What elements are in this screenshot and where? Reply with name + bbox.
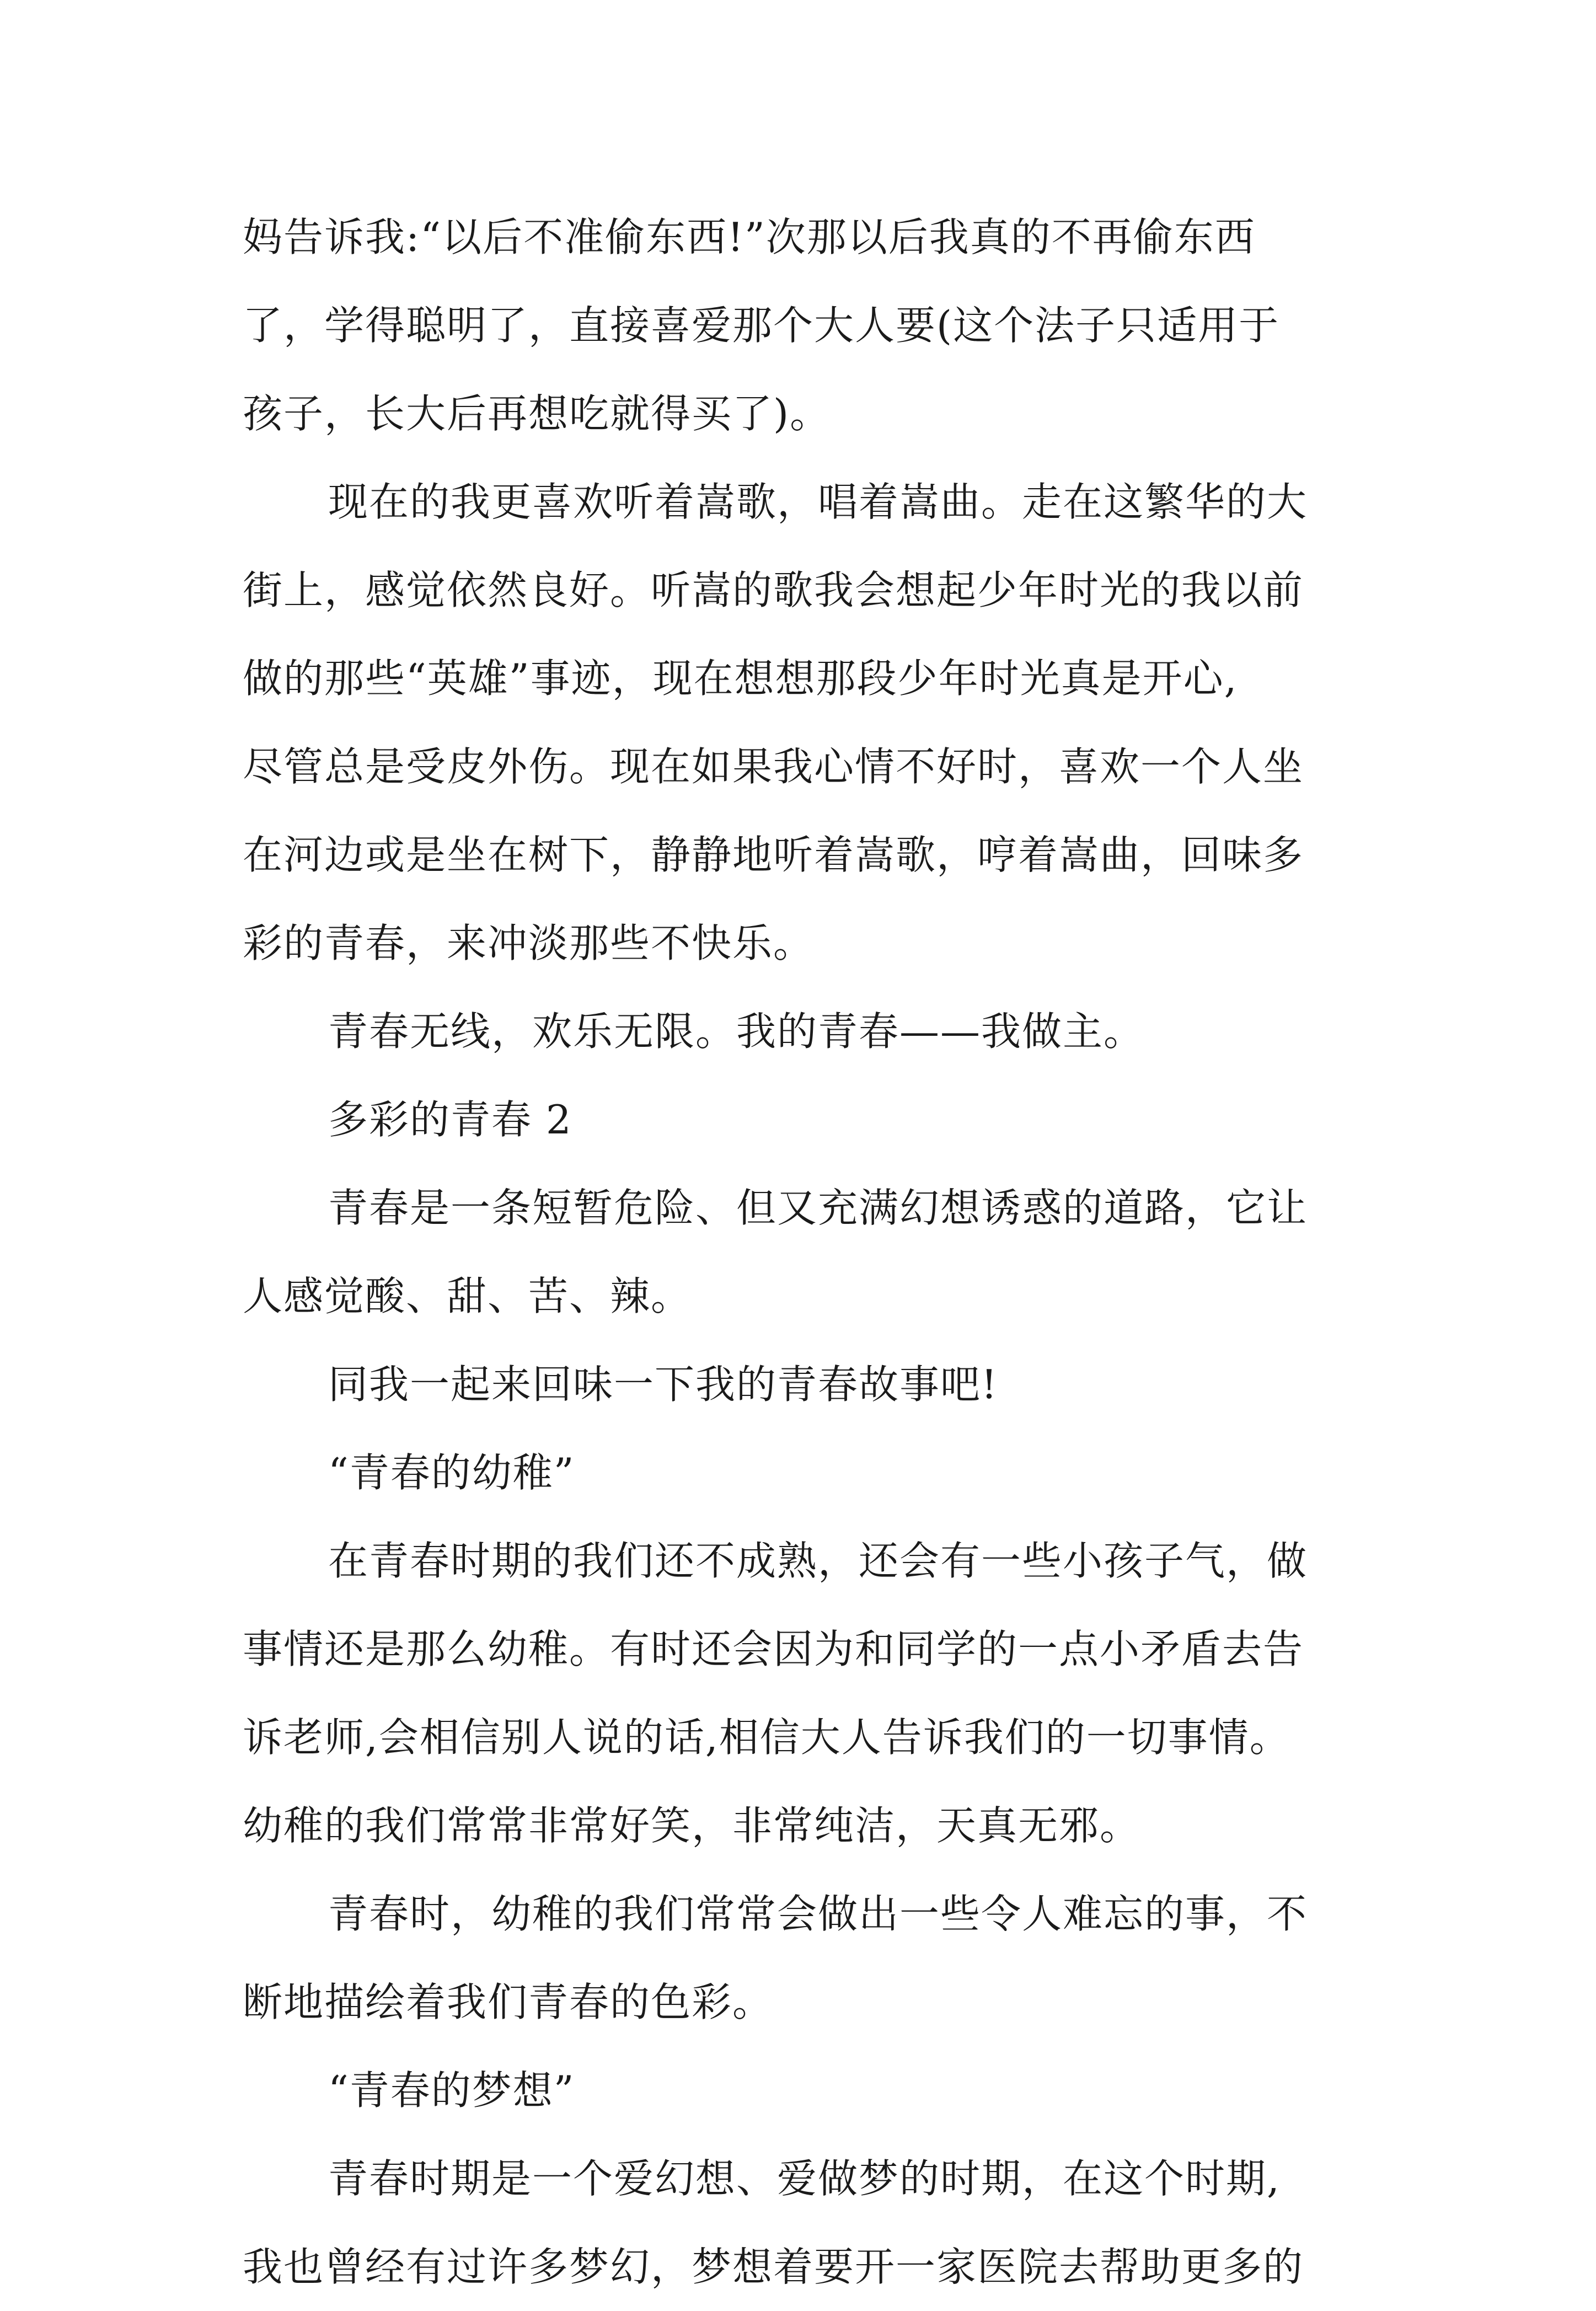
text-line: 人感觉酸、甜、苦、辣。 (243, 1273, 692, 1319)
text-line: 青春无线，欢乐无限。我的青春——我做主。 (328, 1008, 1145, 1055)
text-line: “青春的幼稚” (328, 1449, 575, 1496)
body-text (243, 193, 1373, 2311)
text-line: 在河边或是坐在树下，静静地听着嵩歌，哼着嵩曲，回味多 (243, 832, 1304, 878)
text-line: 幼稚的我们常常非常好笑，非常纯洁，天真无邪。 (243, 1802, 1141, 1849)
text-line: 事情还是那么幼稚。有时还会因为和同学的一点小矛盾去告 (243, 1626, 1304, 1672)
text-line: 在青春时期的我们还不成熟，还会有一些小孩子气，做 (328, 1538, 1308, 1584)
text-line: 青春时期是一个爱幻想、爱做梦的时期，在这个时期, (328, 2155, 1281, 2202)
text-line: 街上，感觉依然良好。听嵩的歌我会想起少年时光的我以前 (243, 567, 1304, 613)
text-line: 孩子，长大后再想吃就得买了)。 (243, 390, 831, 437)
text-line: 现在的我更喜欢听着嵩歌，唱着嵩曲。走在这繁华的大 (328, 479, 1308, 525)
text-line: “青春的梦想” (328, 2067, 575, 2114)
text-line: 尽管总是受皮外伤。现在如果我心情不好时，喜欢一个人坐 (243, 743, 1304, 790)
text-line: 同我一起来回味一下我的青春故事吧! (328, 1361, 998, 1408)
text-line: 了，学得聪明了，直接喜爱那个大人要(这个法子只适用于 (243, 302, 1280, 349)
text-line: 我也曾经有过许多梦幻，梦想着要开一家医院去帮助更多的 (243, 2244, 1304, 2290)
text-line: 青春时，幼稚的我们常常会做出一些令人难忘的事，不 (328, 1891, 1308, 1937)
text-line: 多彩的青春 2 (328, 1096, 572, 1143)
text-line: 妈告诉我:“以后不准偷东西!”次那以后我真的不再偷东西 (243, 214, 1256, 260)
text-line: 诉老师,会相信别人说的话,相信大人告诉我们的一切事情。 (243, 1714, 1290, 1761)
text-line: 青春是一条短暂危险、但又充满幻想诱惑的道路，它让 (328, 1185, 1308, 1231)
text-line: 断地描绘着我们青春的色彩。 (243, 1979, 774, 2025)
text-line: 彩的青春，来冲淡那些不快乐。 (243, 920, 815, 966)
text-line: 做的那些“英雄”事迹，现在想想那段少年时光真是开心, (243, 655, 1238, 702)
